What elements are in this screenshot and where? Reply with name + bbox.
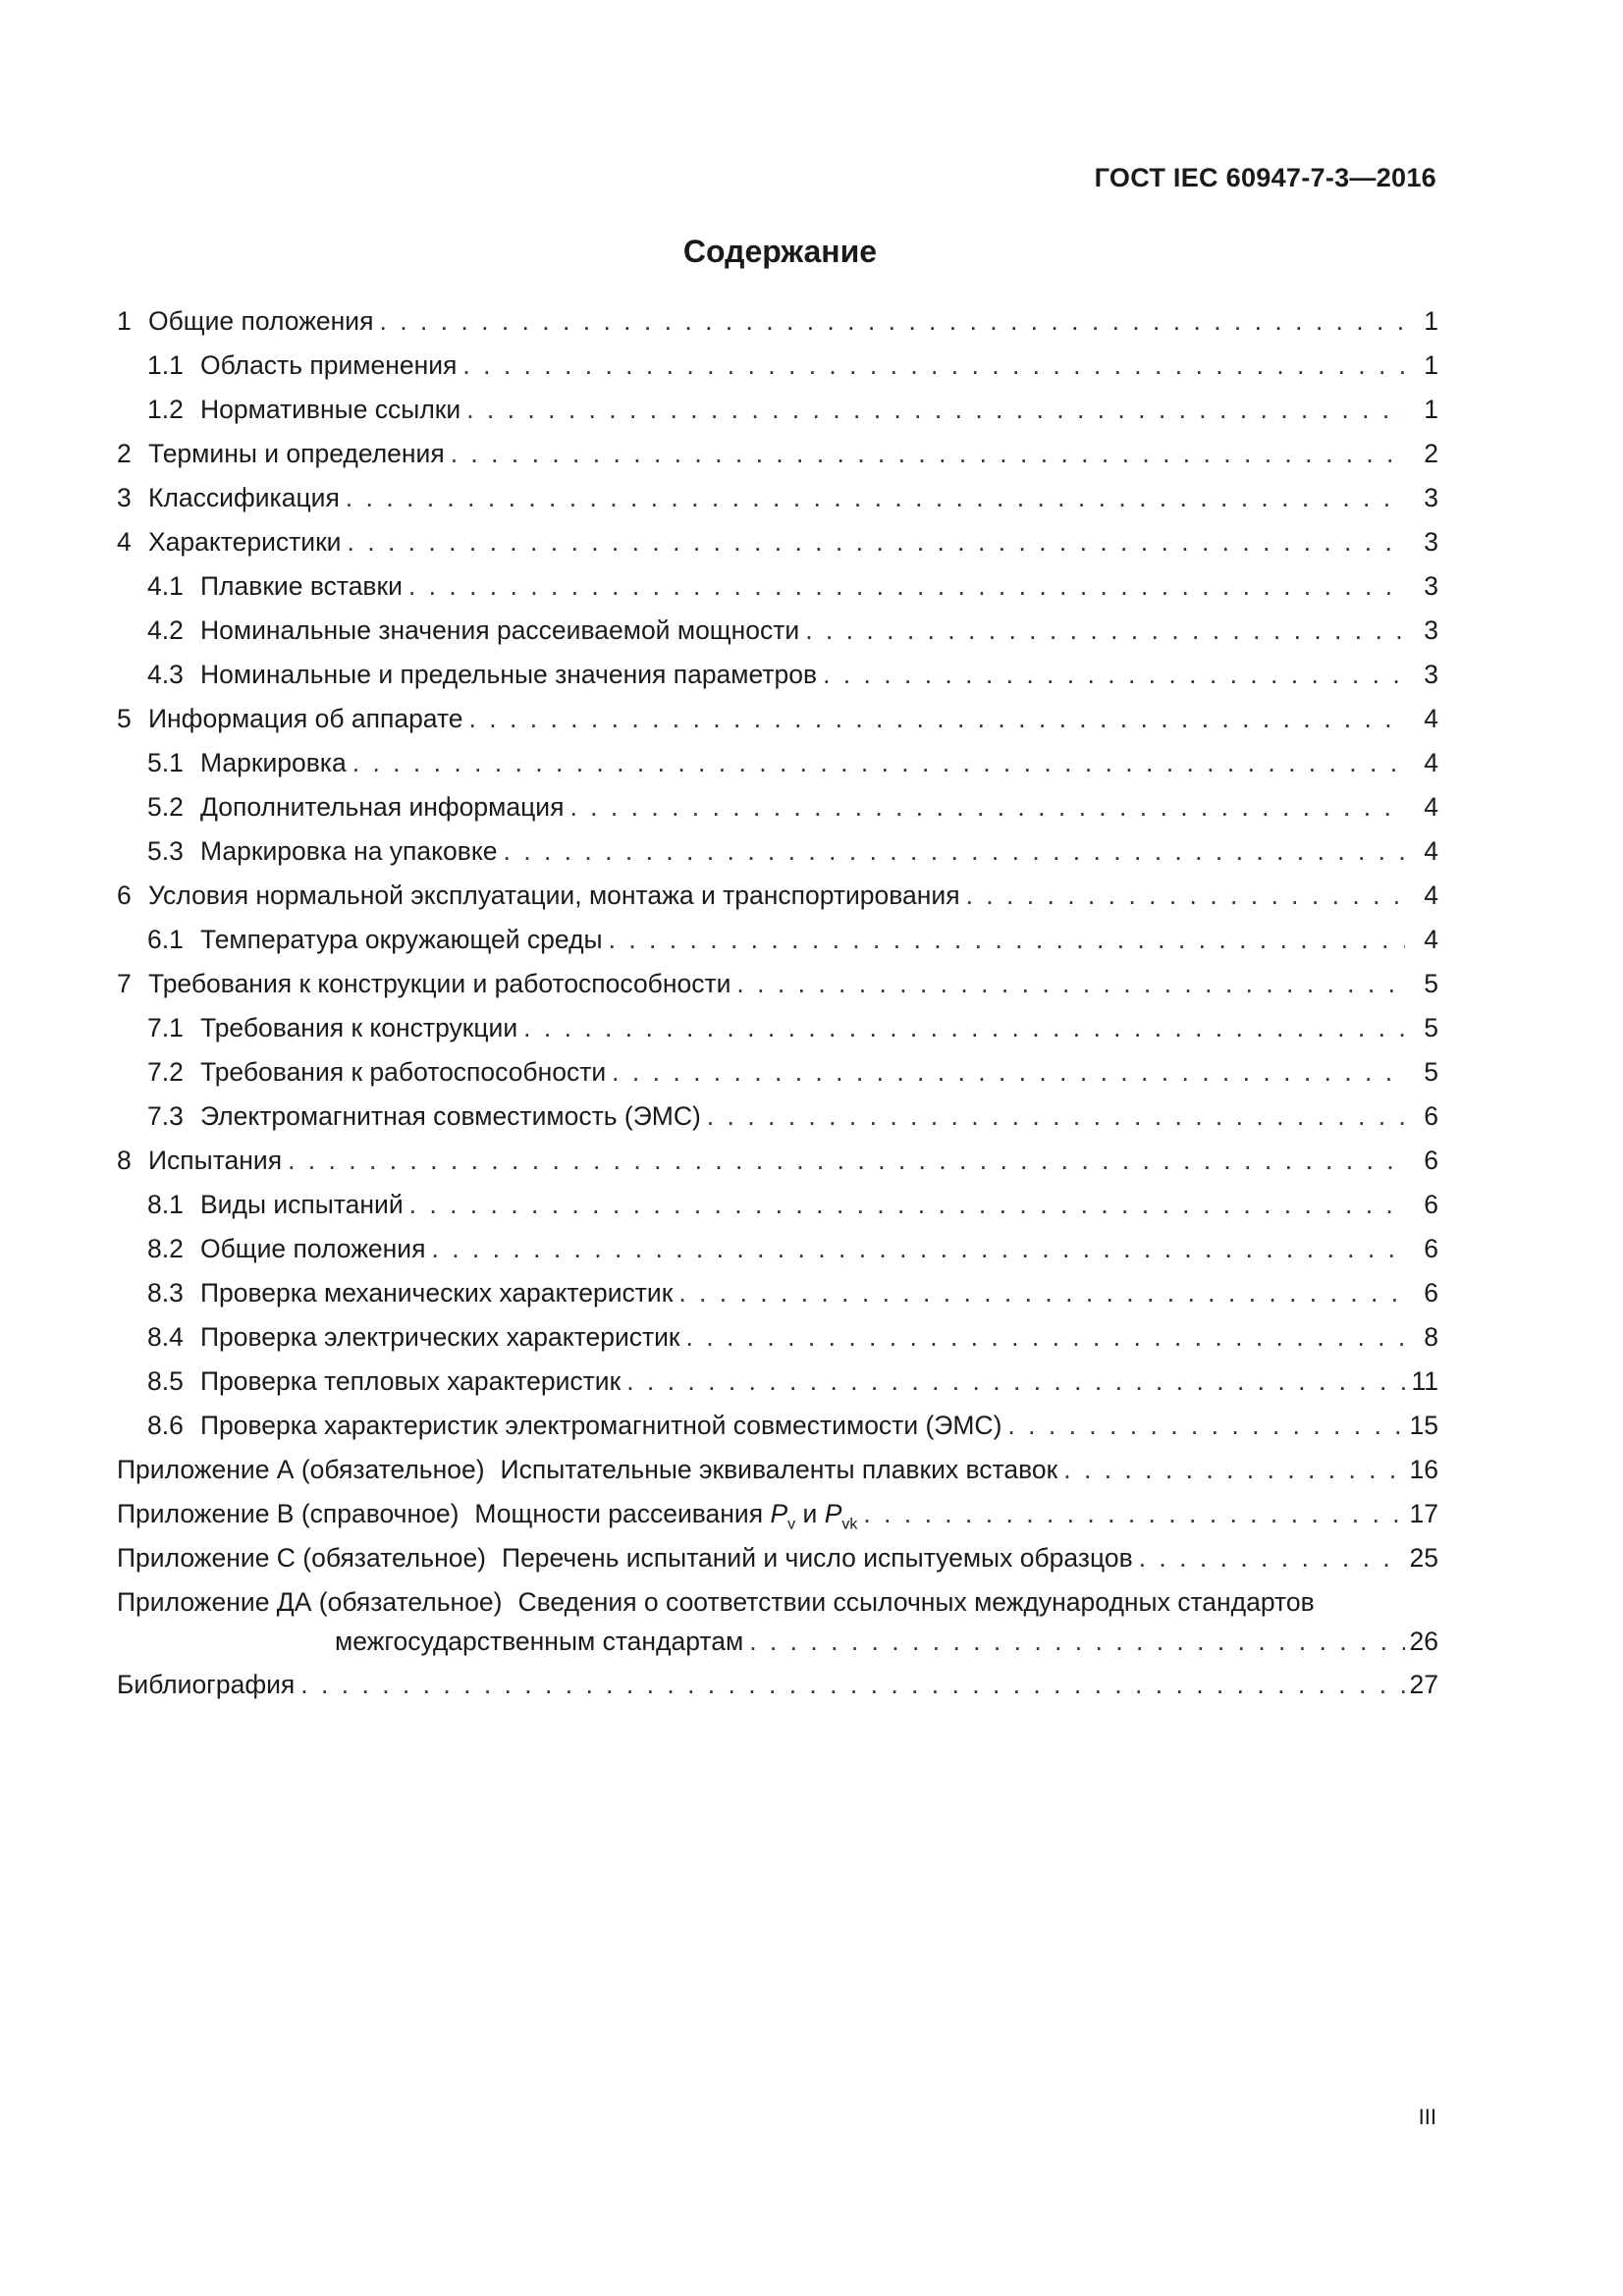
toc-entry-annex-b[interactable] [117,1495,1438,1539]
section-title: Требования к конструкции [200,1013,518,1042]
page-title: Содержание [682,234,878,269]
dot-leader [352,748,1405,777]
toc-entry[interactable] [117,391,1438,435]
annex-prefix: Приложение ДА (обязательное) [117,1587,503,1617]
toc-entry[interactable] [117,567,1438,612]
toc-entry[interactable] [117,1142,1438,1186]
section-title: Испытания [148,1146,283,1175]
section-number: 5.1 [147,748,184,777]
toc-entry[interactable] [117,877,1438,921]
table-of-contents [117,302,1438,1710]
page-ref: 5 [1424,1013,1438,1042]
section-number: 8.2 [147,1234,184,1263]
dot-leader [678,1278,1405,1308]
page-ref: 1 [1424,395,1438,424]
section-number: 8.1 [147,1190,184,1219]
page-ref: 6 [1424,1278,1438,1308]
section-title: Нормативные ссылки [200,395,461,424]
toc-entry[interactable] [117,1407,1438,1451]
section-number: 5.2 [147,792,184,822]
section-number: 1.2 [147,395,184,424]
dot-leader [1007,1411,1405,1440]
toc-entry-annex-c[interactable] [117,1539,1438,1583]
page-ref: 4 [1424,704,1438,733]
dot-leader [379,306,1405,336]
section-title: Виды испытаний [200,1190,404,1219]
toc-entry[interactable] [117,612,1438,656]
annex-label: Сведения о соответствии ссылочных международных стандартов [517,1587,1315,1617]
document-code: ГОСТ IEC 60947-7-3—2016 [1094,163,1436,192]
section-number: 7.2 [147,1057,184,1087]
section-number: 7 [117,969,132,998]
dot-leader [612,1057,1405,1087]
dot-leader [451,439,1405,468]
page-ref: 26 [1409,1627,1438,1656]
page-number: III [1418,2105,1436,2129]
section-number: 8 [117,1146,132,1175]
section-number: 7.1 [147,1013,184,1042]
bibliography-label: Библиография [117,1670,296,1699]
dot-leader [469,704,1405,733]
dot-leader [466,395,1405,424]
dot-leader [863,1499,1405,1528]
toc-entry[interactable] [117,700,1438,744]
page-ref: 3 [1424,660,1438,689]
section-title: Проверка механических характеристик [200,1278,674,1308]
annex-label-continued: межгосударственным стандартам [335,1627,744,1656]
toc-entry[interactable] [117,744,1438,788]
dot-leader [626,1366,1405,1396]
page-ref: 4 [1424,792,1438,822]
section-title: Проверка характеристик электромагнитной совместимости (ЭМС) [200,1411,1002,1440]
page-ref: 4 [1424,748,1438,777]
section-number: 4 [117,527,132,557]
section-number: 8.6 [147,1411,184,1440]
section-title: Термины и определения [148,439,445,468]
conjunction: и [802,1499,818,1528]
page-ref: 17 [1409,1499,1438,1528]
section-number: 5.3 [147,836,184,866]
symbol-pv: $P_v$ [770,1499,796,1533]
page-ref: 5 [1424,969,1438,998]
dot-leader [408,571,1405,601]
section-title: Дополнительная информация [200,792,565,822]
page-ref: 4 [1424,836,1438,866]
section-title: Информация об аппарате [148,704,463,733]
dot-leader [609,925,1405,954]
page-ref: 4 [1424,881,1438,910]
annex-prefix: Приложение С (обязательное) [117,1543,487,1573]
dot-leader [288,1146,1405,1175]
annex-prefix: Приложение А (обязательное) [117,1455,485,1484]
page-ref: 3 [1424,483,1438,512]
toc-entry[interactable] [117,1318,1438,1362]
page-ref: 3 [1424,571,1438,601]
section-title: Классификация [148,483,340,512]
toc-entry-bibliography[interactable] [117,1666,1438,1710]
section-title: Общие положения [148,306,374,336]
section-title: Проверка тепловых характеристик [200,1366,622,1396]
toc-entry-annex-da[interactable] [117,1583,1438,1666]
dot-leader [736,969,1405,998]
page-ref: 1 [1424,350,1438,380]
toc-entry[interactable] [117,965,1438,1009]
section-title: Область применения [200,350,458,380]
dot-leader [1063,1455,1405,1484]
toc-entry[interactable] [117,832,1438,877]
annex-line-1 [117,1587,1438,1617]
toc-entry[interactable] [117,1230,1438,1274]
page-ref: 1 [1424,306,1438,336]
annex-label [474,1499,857,1539]
page-ref: 4 [1424,925,1438,954]
annex-label: Перечень испытаний и число испытуемых образцов [502,1543,1133,1573]
toc-entry[interactable] [117,347,1438,391]
section-number: 4.2 [147,615,184,645]
section-title: Номинальные значения рассеиваемой мощности [200,615,800,645]
toc-entry[interactable] [117,302,1438,347]
page-ref: 6 [1424,1146,1438,1175]
section-title: Характеристики [148,527,342,557]
page-ref: 6 [1424,1101,1438,1131]
page-ref: 11 [1411,1366,1438,1396]
section-title: Маркировка на упаковке [200,836,498,866]
page-ref: 2 [1424,439,1438,468]
dot-leader [707,1101,1405,1131]
dot-leader [462,350,1405,380]
section-number: 3 [117,483,132,512]
section-number: 6.1 [147,925,184,954]
page-ref: 8 [1424,1322,1438,1352]
page-ref: 5 [1424,1057,1438,1087]
toc-entry[interactable] [117,435,1438,479]
annex-label: Испытательные эквиваленты плавких вставок [500,1455,1058,1484]
annex-prefix: Приложение В (справочное) [117,1499,460,1528]
dot-leader [300,1670,1405,1699]
section-title: Номинальные и предельные значения параметров [200,660,818,689]
dot-leader [823,660,1405,689]
section-number: 4.1 [147,571,184,601]
section-number: 8.4 [147,1322,184,1352]
dot-leader [966,881,1405,910]
dot-leader [409,1190,1405,1219]
section-title: Требования к конструкции и работоспособности [148,969,731,998]
dot-leader [346,483,1405,512]
toc-entry[interactable] [117,788,1438,832]
page-ref: 25 [1409,1543,1438,1573]
dot-leader [686,1322,1405,1352]
dot-leader [348,527,1406,557]
page-ref: 15 [1409,1411,1438,1440]
annex-label-text: Мощности рассеивания [474,1499,764,1528]
section-number: 1.1 [147,350,184,380]
dot-leader [1139,1543,1405,1573]
section-title: Общие положения [200,1234,426,1263]
symbol-pvk: $P_{vk}$ [824,1499,858,1533]
section-number: 7.3 [147,1101,184,1131]
section-title: Температура окружающей среды [200,925,603,954]
page-ref: 6 [1424,1234,1438,1263]
page-ref: 16 [1409,1455,1438,1484]
toc-entry[interactable] [117,1097,1438,1142]
dot-leader [569,792,1405,822]
toc-entry[interactable] [117,479,1438,523]
page-ref: 3 [1424,527,1438,557]
section-number: 6 [117,881,132,910]
toc-entry[interactable] [117,921,1438,965]
section-title: Маркировка [200,748,347,777]
section-title: Требования к работоспособности [200,1057,607,1087]
toc-entry[interactable] [117,523,1438,567]
section-number: 4.3 [147,660,184,689]
section-title: Электромагнитная совместимость (ЭМС) [200,1101,701,1131]
toc-entry[interactable] [117,1009,1438,1053]
section-title: Проверка электрических характеристик [200,1322,680,1352]
dot-leader [749,1627,1405,1656]
toc-entry[interactable] [117,1053,1438,1097]
page-ref: 3 [1424,615,1438,645]
toc-entry[interactable] [117,656,1438,700]
dot-leader [504,836,1406,866]
page-ref: 6 [1424,1190,1438,1219]
dot-leader [431,1234,1405,1263]
section-title: Условия нормальной эксплуатации, монтажа и транспортирования [148,881,960,910]
toc-entry[interactable] [117,1362,1438,1407]
dot-leader [805,615,1405,645]
toc-entry[interactable] [117,1274,1438,1318]
section-number: 5 [117,704,132,733]
section-number: 8.5 [147,1366,184,1396]
section-number: 1 [117,306,132,336]
section-number: 2 [117,439,132,468]
section-number: 8.3 [147,1278,184,1308]
page-ref: 27 [1409,1670,1438,1699]
toc-entry[interactable] [117,1186,1438,1230]
section-title: Плавкие вставки [200,571,403,601]
dot-leader [523,1013,1405,1042]
toc-entry-annex-a[interactable] [117,1451,1438,1495]
